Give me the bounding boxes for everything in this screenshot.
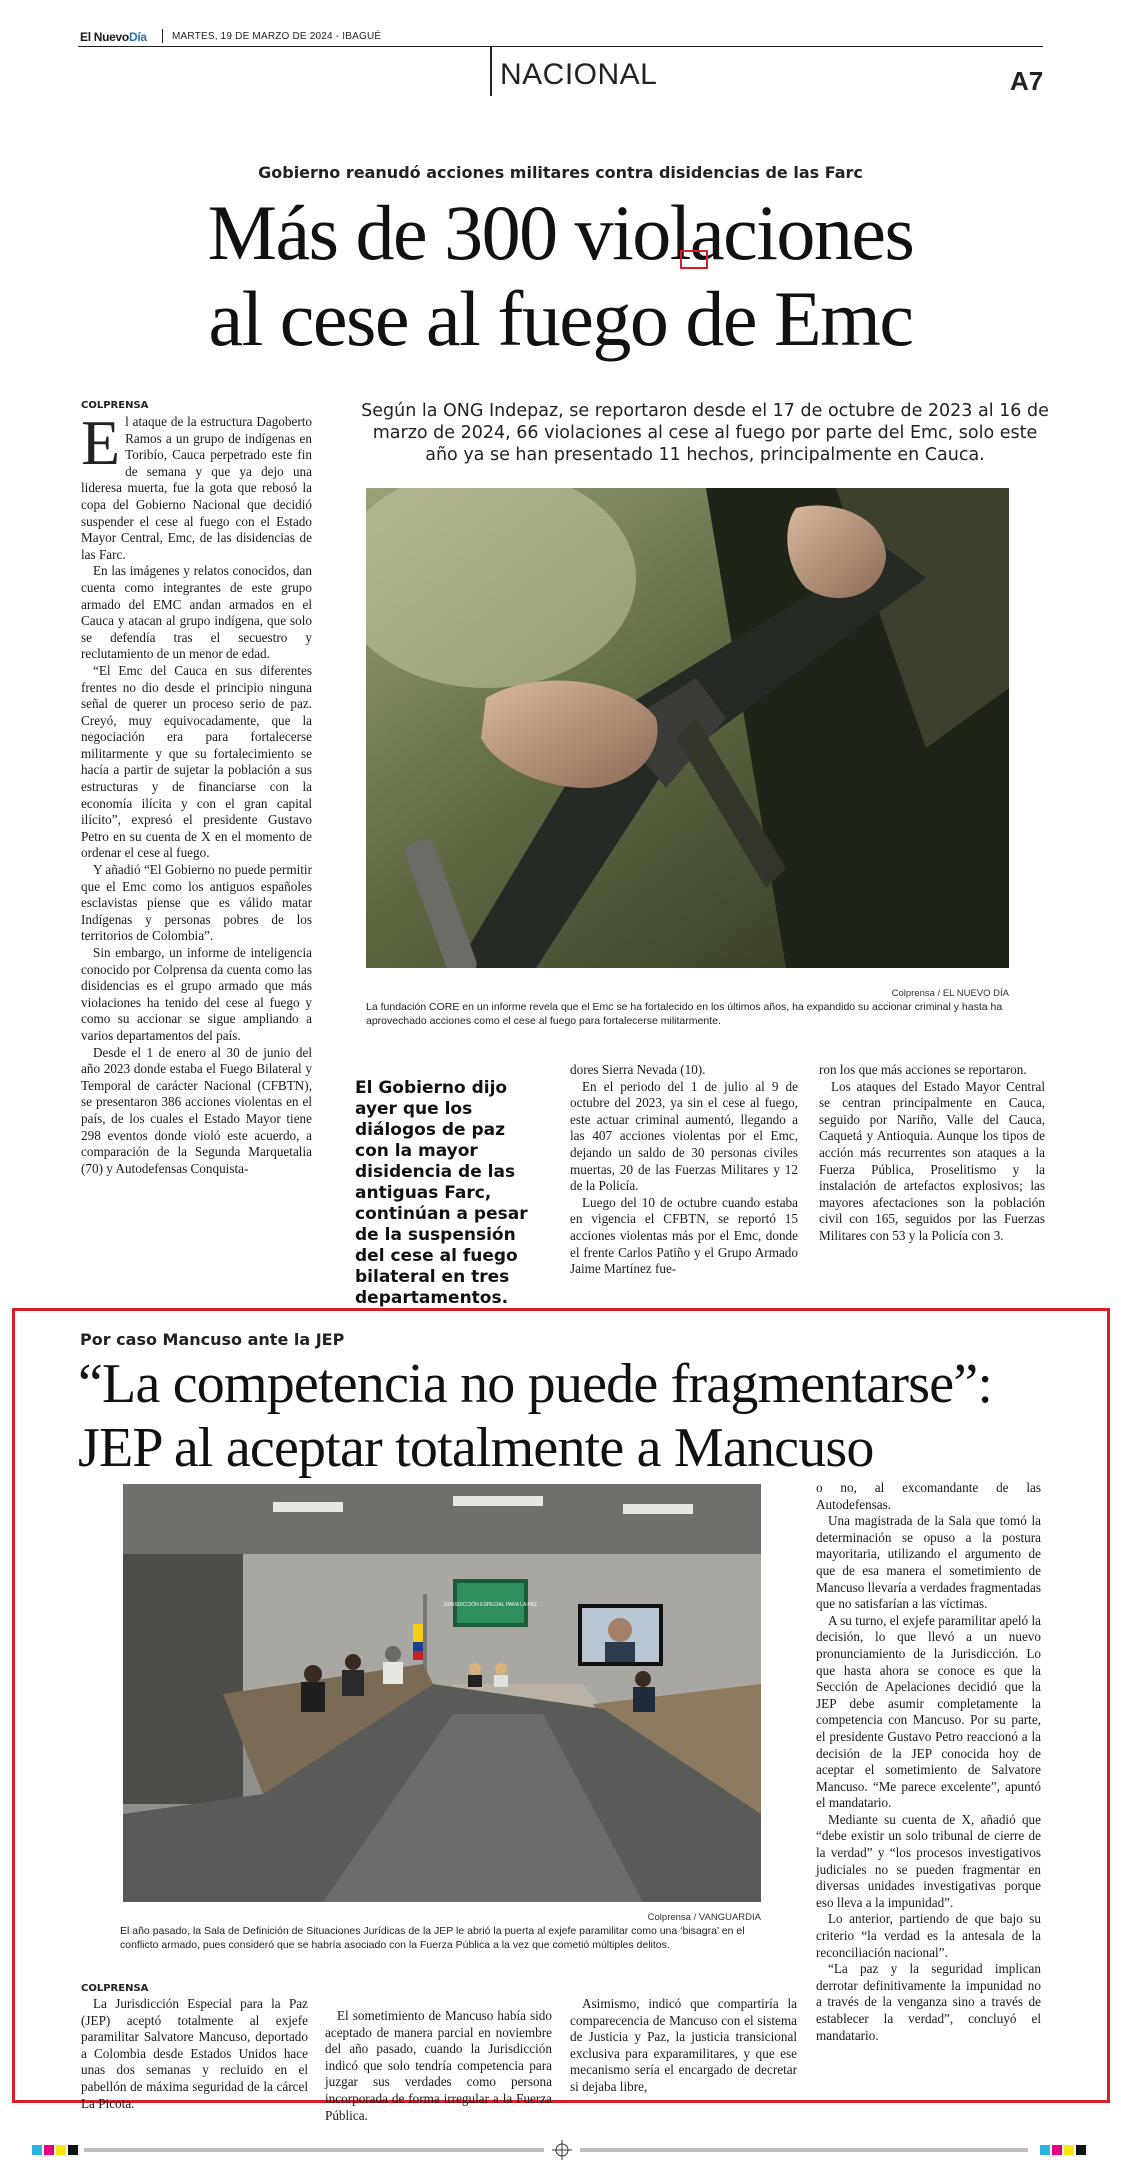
story2-kicker: Por caso Mancuso ante la JEP <box>80 1330 345 1349</box>
paragraph: Asimismo, indicó que compartiría la comparecencia de Mancuso con el sistema de Justicia y Paz, la justicia transicional exclusiva para exparamilitares, y que ese mecanismo sería el encargado de decretar si dejaba libre, <box>570 1996 797 2094</box>
story2-column-1 <box>81 1996 308 2112</box>
story1-byline: COLPRENSA <box>81 400 149 411</box>
paragraph: Mediante su cuenta de X, añadió que “debe existir un solo tribunal de cierre de la verdad” y “los procesos investigativos judiciales no se pueden fragmentar en diversas unidades investigativas porque eso lleva a la impunidad”. <box>816 1811 1041 1910</box>
paragraph: El sometimiento de Mancuso había sido aceptado de manera parcial en noviembre del año pasado, cuando la Jurisdicción indicó que solo tendría competencia para juzgar sus verdades como persona incorporada de forma irregular a la Fuerza Pública. <box>325 2008 552 2123</box>
story1-column-3 <box>570 1062 798 1278</box>
story1-kicker: Gobierno reanudó acciones militares contra disidencias de las Farc <box>258 163 863 182</box>
paragraph: ron los que más acciones se reportaron. <box>819 1062 1027 1077</box>
paragraph: La Jurisdicción Especial para la Paz (JEP) aceptó totalmente al exjefe paramilitar Salvatore Mancuso, deportado a Colombia desde Estados Unidos hace unas dos semanas y recluido en el pabellón de máxima seguridad de la cárcel La Picota. <box>81 1996 308 2111</box>
courtroom-photo-illustration <box>123 1484 761 1902</box>
paragraph: Luego del 10 de octubre cuando estaba en vigencia el CFBTN, se reportó 15 acciones violentas más por el Emc, donde el frente Carlos Patiño y el Grupo Armado Jaime Martínez fue- <box>570 1194 798 1277</box>
swatch-yellow <box>56 2145 66 2155</box>
gray-bar-right <box>580 2148 1028 2152</box>
paragraph: o no, al excomandante de las Autodefensas. <box>816 1480 1041 1512</box>
story1-photo-rifle <box>366 488 1009 968</box>
paragraph: Lo anterior, partiendo de que bajo su criterio “la verdad es la antesala de la reconciliación nacional”. <box>816 1911 1041 1960</box>
paragraph: Los ataques del Estado Mayor Central se centran principalmente en Cauca, seguido por Nariño, Valle del Cauca, Caquetá y Antioquia. Aunque los tipos de acción más recurrentes son ataques a la Fuerza Pública, Proselitismo y la instalación de artefactos explosivos; las mayores afectaciones son la población civil con 165, seguidos por las Fuerzas Militares con 53 y la Policía con 3. <box>819 1078 1045 1243</box>
story1-pullquote: El Gobierno dijo ayer que los diálogos de paz con la mayor disidencia de las antiguas Farc, continúan a pesar de la suspensión del cese al fuego bilateral en tres departamentos. <box>355 1078 528 1308</box>
newspaper-brand <box>80 30 147 44</box>
swatch-cyan <box>32 2145 42 2155</box>
story1-headline <box>60 190 1061 362</box>
header-separator <box>162 29 163 43</box>
gray-bar-left <box>84 2148 544 2152</box>
registration-target-icon <box>552 2140 572 2160</box>
dateline: MARTES, 19 DE MARZO DE 2024 - IBAGUÉ <box>172 31 382 42</box>
brand-name-dia: Día <box>128 30 147 44</box>
red-annotation-box <box>680 250 708 269</box>
paragraph: l ataque de la estructura Dagoberto Ramos a un grupo de indígenas en Toribío, Cauca perpetrado este fin de semana y que ya dejo una lideresa muerta, fue la gota que rebosó la copa del Gobierno Nacional que decidió suspender el cese al fuego con el Estado Mayor Central, Emc, de las disidencias de las Farc. <box>81 414 312 562</box>
paragraph: dores Sierra Nevada (10). <box>570 1062 706 1077</box>
section-name: NACIONAL <box>500 58 658 91</box>
story1-photo-credit: Colprensa / EL NUEVO DÍA <box>891 988 1009 999</box>
story1-deck: Según la ONG Indepaz, se reportaron desde el 17 de octubre de 2023 al 16 de marzo de 2024, 66 violaciones al cese al fuego por parte del Emc, solo este año ya se han presentado 11 hechos, principalmente en Cauca. <box>361 401 1049 465</box>
paragraph: En el periodo del 1 de julio al 9 de octubre del 2023, ya sin el cese al fuego, este actuar criminal aumentó, llegando a las 407 acciones violentas por el Emc, dejando un saldo de 30 personas civiles muertas, 20 de las Fuerzas Militares y 12 de la Policía. <box>570 1078 798 1194</box>
story2-photo-credit: Colprensa / VANGUARDIA <box>647 1912 761 1923</box>
brand-name: El Nuevo <box>80 30 129 44</box>
story2-column-2 <box>325 2008 552 2124</box>
swatch-magenta <box>44 2145 54 2155</box>
drop-cap: E <box>81 407 121 478</box>
swatch-black <box>68 2145 78 2155</box>
paragraph: En las imágenes y relatos conocidos, dan cuenta como integrantes de este grupo armado del EMC andan armados en el Cauca y atacan al grupo indígena, que solo se defendía tras el secuestro y reclutamiento de un menor de edad. <box>81 563 312 662</box>
story1-column-1 <box>81 407 312 1177</box>
story2-headline-line1: “La competencia no puede fragmentarse”: <box>78 1353 993 1415</box>
story2-photo-courtroom <box>123 1484 761 1902</box>
story1-headline-line1: Más de 300 violaciones <box>207 189 914 276</box>
story1-photo-caption: La fundación CORE en un informe revela que el Emc se ha fortalecido en los últimos años, ha expandido su accionar criminal y hasta ha aprovechado acciones como el cese al fuego para fortalecerse militarmente. <box>366 1001 1003 1027</box>
header-rule <box>78 46 1043 47</box>
rifle-photo-illustration <box>366 488 1009 968</box>
story2-headline <box>78 1352 1078 1480</box>
story2-photo-caption: El año pasado, la Sala de Definición de Situaciones Jurídicas de la JEP le abrió la puerta al exjefe paramilitar como una ‘bisagra’ en el conflicto armado, pues consideró que se habría asociado con la Fuerza Pública a la vez que cometió múltiples delitos. <box>120 1925 745 1951</box>
story2-column-3 <box>570 1996 797 2096</box>
paragraph: A su turno, el exjefe paramilitar apeló la decisión, lo que llevó a un nuevo pronunciamiento de la Jurisdicción. Lo que hasta ahora se conoce es que la Sección de Apelaciones decidió que la JEP debe asumir completamente la competencia con Mancuso. Por su parte, el presidente Gustavo Petro reaccionó a la decisión de la JEP conocida hoy de aceptar el sometimiento de Salvatore Mancuso. “Me parece excelente”, apuntó el mandatario. <box>816 1612 1041 1811</box>
page-number: A7 <box>1010 66 1044 96</box>
swatch-cyan <box>1040 2145 1050 2155</box>
paragraph: Una magistrada de la Sala que tomó la determinación se opuso a la postura mayoritaria, utilizando el argumento de que de esa manera el sometimiento de Mancuso llevaría a verdades fragmentadas que no satisfarían a las víctimas. <box>816 1513 1041 1612</box>
swatch-yellow <box>1064 2145 1074 2155</box>
paragraph: “La paz y la seguridad implican derrotar definitivamente la impunidad no a través de la venganza sino a través de establecer la verdad”, concluyó el mandatario. <box>816 1961 1041 2043</box>
story1-column-4 <box>819 1062 1045 1245</box>
paragraph: Sin embargo, un informe de inteligencia conocido por Colprensa da cuenta como las disidencias es el grupo armado que más violaciones ha tenido del cese al fuego y como su accionar se sigue ampliando a varios departamentos del país. <box>81 945 312 1043</box>
story1-headline-line2: al cese al fuego de Emc <box>208 275 913 362</box>
paragraph: “El Emc del Cauca en sus diferentes frentes no dio desde el principio ninguna señal de querer un proceso serio de paz. Creyó, muy equivocadamente, que la negociación era para fortalecerse militarmente y que su fortalecimiento se hacía a partir de sujetar la población a sus estructuras y de financiarse con la economía ilícita y con el gran capital ilícito”, expresó el presidente Gustavo Petro en su cuenta de X en el momento de ordenar el cese al fuego. <box>81 662 312 861</box>
swatch-black <box>1076 2145 1086 2155</box>
story2-right-column <box>816 1480 1041 2044</box>
story2-byline: COLPRENSA <box>81 1983 149 1994</box>
paragraph: Desde el 1 de enero al 30 de junio del año 2023 donde estaba el Fuego Bilateral y Temporal de carácter Nacional (CFBTN), se presentaron 386 acciones violentas en el país, de los cuales el Estado Mayor tiene 298 eventos donde violó este acuerdo, a comparación de la Segunda Marquetalia (70) y Autodefensas Conquista- <box>81 1044 312 1176</box>
courtroom-screen-text: JURISDICCIÓN ESPECIAL PARA LA PAZ <box>443 1602 537 1608</box>
paragraph: Y añadió “El Gobierno no puede permitir que el Emc como los antiguos españoles esclavistas piense que es válido matar Indígenas y personas pobres de los territorios de Colombia”. <box>81 862 312 944</box>
swatch-magenta <box>1052 2145 1062 2155</box>
section-rule <box>490 46 492 96</box>
story2-headline-line2: JEP al aceptar totalmente a Mancuso <box>78 1417 874 1479</box>
